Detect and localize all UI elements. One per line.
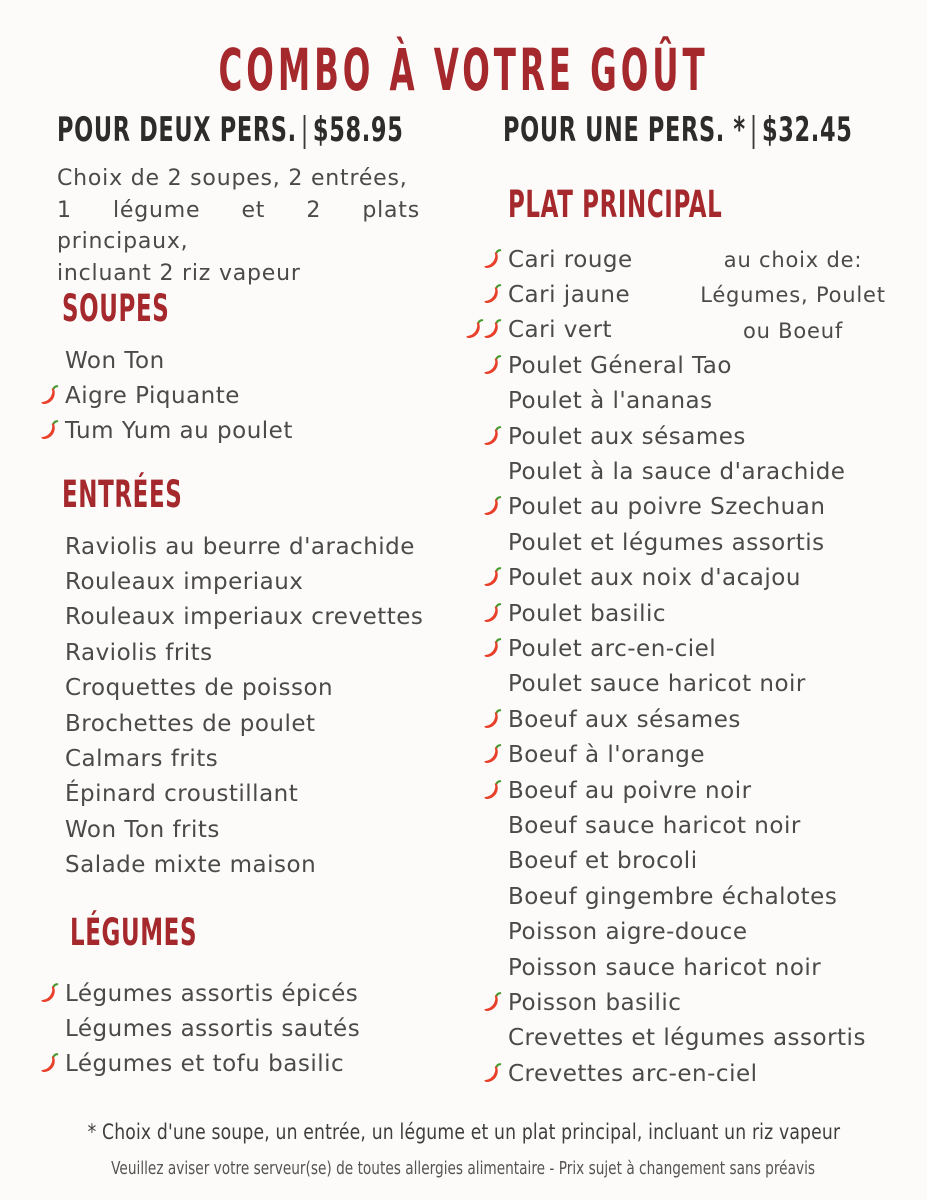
menu-item — [480, 808, 927, 843]
choice-note-line: Légumes, Poulet — [700, 283, 886, 308]
section-title-soupes: SOUPES — [62, 287, 170, 330]
menu-item — [480, 702, 927, 737]
section-entrees — [38, 473, 424, 883]
menu-item-label: Crevettes et légumes assortis — [508, 1025, 866, 1052]
menu-item — [480, 348, 927, 383]
menu-item — [480, 525, 927, 560]
chili-gutter — [480, 990, 508, 1016]
menu-item-label: Tum Yum au poulet — [65, 418, 293, 445]
chili-gutter — [38, 1051, 65, 1077]
menu-item — [38, 529, 423, 564]
menu-item — [38, 343, 293, 378]
menu-item — [480, 454, 927, 489]
menu-item-label: Légumes assortis sautés — [65, 1016, 361, 1043]
menu-item — [38, 600, 423, 635]
menu-item-label: Légumes et tofu basilic — [65, 1051, 345, 1078]
menu-item-label: Raviolis au beurre d'arachide — [65, 533, 415, 560]
chili-gutter — [38, 418, 65, 444]
chili-gutter — [480, 247, 508, 273]
menu-item — [480, 914, 927, 949]
chili-icon — [483, 636, 505, 662]
menu-item-label: Rouleaux imperiaux — [65, 569, 304, 596]
chili-gutter — [480, 353, 508, 379]
menu-item-label: Crevettes arc-en-ciel — [508, 1060, 758, 1087]
chili-gutter — [38, 981, 65, 1007]
menu-item — [38, 777, 423, 812]
menu-item — [38, 1011, 360, 1046]
menu-item — [480, 596, 927, 631]
menu-item-label: Poulet au poivre Szechuan — [508, 494, 826, 521]
chili-icon — [483, 247, 505, 273]
menu-item — [38, 564, 423, 599]
choice-note-line: ou Boeuf — [742, 318, 844, 343]
menu-item-label: Légumes assortis épicés — [65, 980, 359, 1007]
section-title-plat-principal: PLAT PRINCIPAL — [508, 183, 723, 226]
chili-icon — [483, 317, 505, 343]
chili-gutter — [480, 282, 508, 308]
menu-item-label: Won Ton — [65, 347, 165, 374]
chili-icon — [483, 494, 505, 520]
menu-item-label: Brochettes de poulet — [65, 710, 316, 737]
entrees-list — [38, 529, 423, 883]
menu-item-label: Boeuf au poivre noir — [508, 777, 752, 804]
chili-gutter — [480, 707, 508, 733]
menu-item-label: Boeuf aux sésames — [508, 706, 741, 733]
section-title-entrees: ENTRÉES — [62, 473, 183, 516]
chili-gutter — [480, 565, 508, 591]
chili-icon — [483, 707, 505, 733]
menu-item-label: Raviolis frits — [65, 639, 213, 666]
menu-item — [480, 1021, 927, 1056]
chili-icon — [483, 1061, 505, 1087]
menu-item-label: Salade mixte maison — [65, 852, 317, 879]
description-line: Choix de 2 soupes, 2 entrées, — [57, 166, 408, 191]
legumes-list — [38, 976, 360, 1082]
chili-icon — [40, 981, 62, 1007]
menu-item — [38, 976, 360, 1011]
menu-item-label: Boeuf gingembre échalotes — [508, 883, 838, 910]
menu-item — [480, 631, 927, 666]
chili-icon — [483, 778, 505, 804]
menu-item-label: Poulet arc-en-ciel — [508, 635, 717, 662]
menu-item-label: Boeuf à l'orange — [508, 742, 706, 769]
chili-icon — [483, 565, 505, 591]
menu-item-label: Poulet sauce haricot noir — [508, 671, 806, 698]
section-soupes — [38, 287, 293, 449]
chili-icon — [40, 418, 62, 444]
menu-item-label: Poulet à la sauce d'arachide — [508, 459, 846, 486]
menu-item-label: Poulet Géneral Tao — [508, 352, 732, 379]
menu-item-label: Poisson sauce haricot noir — [508, 954, 822, 981]
choice-note-line: au choix de: — [723, 248, 863, 272]
menu-item — [480, 950, 927, 985]
menu-item — [480, 384, 927, 419]
menu-item — [38, 378, 293, 413]
combo-one-label: POUR UNE PERS. * — [503, 110, 746, 150]
chili-icon — [483, 742, 505, 768]
chili-gutter — [480, 601, 508, 627]
chili-icon — [483, 424, 505, 450]
menu-item-label: Boeuf sauce haricot noir — [508, 812, 801, 839]
chili-icon — [483, 601, 505, 627]
menu-item — [38, 812, 423, 847]
menu-item-label: Cari rouge — [508, 246, 633, 273]
menu-item-label: Croquettes de poisson — [65, 675, 334, 702]
menu-item-label: Épinard croustillant — [65, 781, 299, 808]
plat-principal-list — [480, 242, 927, 1091]
menu-item-label: Boeuf et brocoli — [508, 848, 698, 875]
section-title-legumes: LÉGUMES — [70, 911, 198, 954]
combo-two-price: $58.95 — [312, 110, 404, 150]
section-legumes — [38, 911, 361, 1082]
chili-icon — [40, 1051, 62, 1077]
menu-item — [480, 737, 927, 772]
menu-item — [480, 879, 927, 914]
page-title: COMBO À VOTRE GOÛT — [218, 36, 709, 104]
menu-item-label: Poulet et légumes assortis — [508, 529, 825, 556]
chili-gutter — [480, 494, 508, 520]
menu-item-label: Poulet à l'ananas — [508, 388, 713, 415]
menu-item — [480, 419, 927, 454]
menu-item — [38, 1047, 360, 1082]
chili-gutter — [480, 778, 508, 804]
menu-item-label: Won Ton frits — [65, 816, 220, 843]
header-divider: | — [749, 110, 759, 150]
chili-icon — [40, 383, 62, 409]
menu-item — [38, 848, 423, 883]
description-line: incluant 2 riz vapeur — [57, 260, 301, 286]
chili-gutter — [480, 1061, 508, 1087]
menu-item — [480, 985, 927, 1020]
menu-item — [480, 667, 927, 702]
menu-item — [480, 561, 927, 596]
menu-item-label: Poulet basilic — [508, 600, 667, 627]
combo-two-label: POUR DEUX PERS. — [57, 110, 297, 150]
menu-item — [480, 844, 927, 879]
chili-gutter — [480, 636, 508, 662]
combo-two-description — [57, 163, 420, 289]
chili-icon — [483, 353, 505, 379]
menu-item-label: Calmars frits — [65, 746, 219, 773]
chili-gutter — [480, 317, 508, 343]
menu-item — [38, 635, 423, 670]
menu-item — [38, 414, 293, 449]
menu-item-label: Rouleaux imperiaux crevettes — [65, 604, 424, 631]
combo-one-person-header — [503, 110, 927, 150]
menu-item-label: Poisson aigre-douce — [508, 919, 748, 946]
menu-item-label: Aigre Piquante — [65, 383, 240, 410]
menu-item — [480, 773, 927, 808]
chili-icon — [483, 282, 505, 308]
menu-item-label: Poisson basilic — [508, 989, 682, 1016]
menu-item-label: Poulet aux sésames — [508, 423, 746, 450]
chili-icon — [483, 990, 505, 1016]
menu-item — [38, 741, 423, 776]
protein-choice-note — [693, 243, 893, 349]
menu-item — [480, 1056, 927, 1091]
menu-item — [480, 490, 927, 525]
menu-item — [38, 671, 423, 706]
combo-one-price: $32.45 — [761, 110, 853, 150]
menu-item-label: Cari jaune — [508, 282, 631, 309]
header-divider: | — [300, 110, 309, 150]
combo-one-footnote: * Choix d'une soupe, un entrée, un légume et un plat principal, incluant un riz vapeur — [87, 1120, 840, 1144]
menu-item-label: Poulet aux noix d'acajou — [508, 565, 801, 592]
description-line: 1 légume et 2 plats principaux, — [57, 197, 420, 254]
menu-item-label: Cari vert — [508, 317, 613, 344]
chili-gutter — [480, 742, 508, 768]
allergy-disclaimer: Veuillez aviser votre serveur(se) de toutes allergies alimentaire - Prix sujet à changement sans préavis — [111, 1158, 816, 1179]
menu-item — [38, 706, 423, 741]
chili-gutter — [38, 383, 65, 409]
chili-gutter — [480, 424, 508, 450]
soupes-list — [38, 343, 293, 449]
